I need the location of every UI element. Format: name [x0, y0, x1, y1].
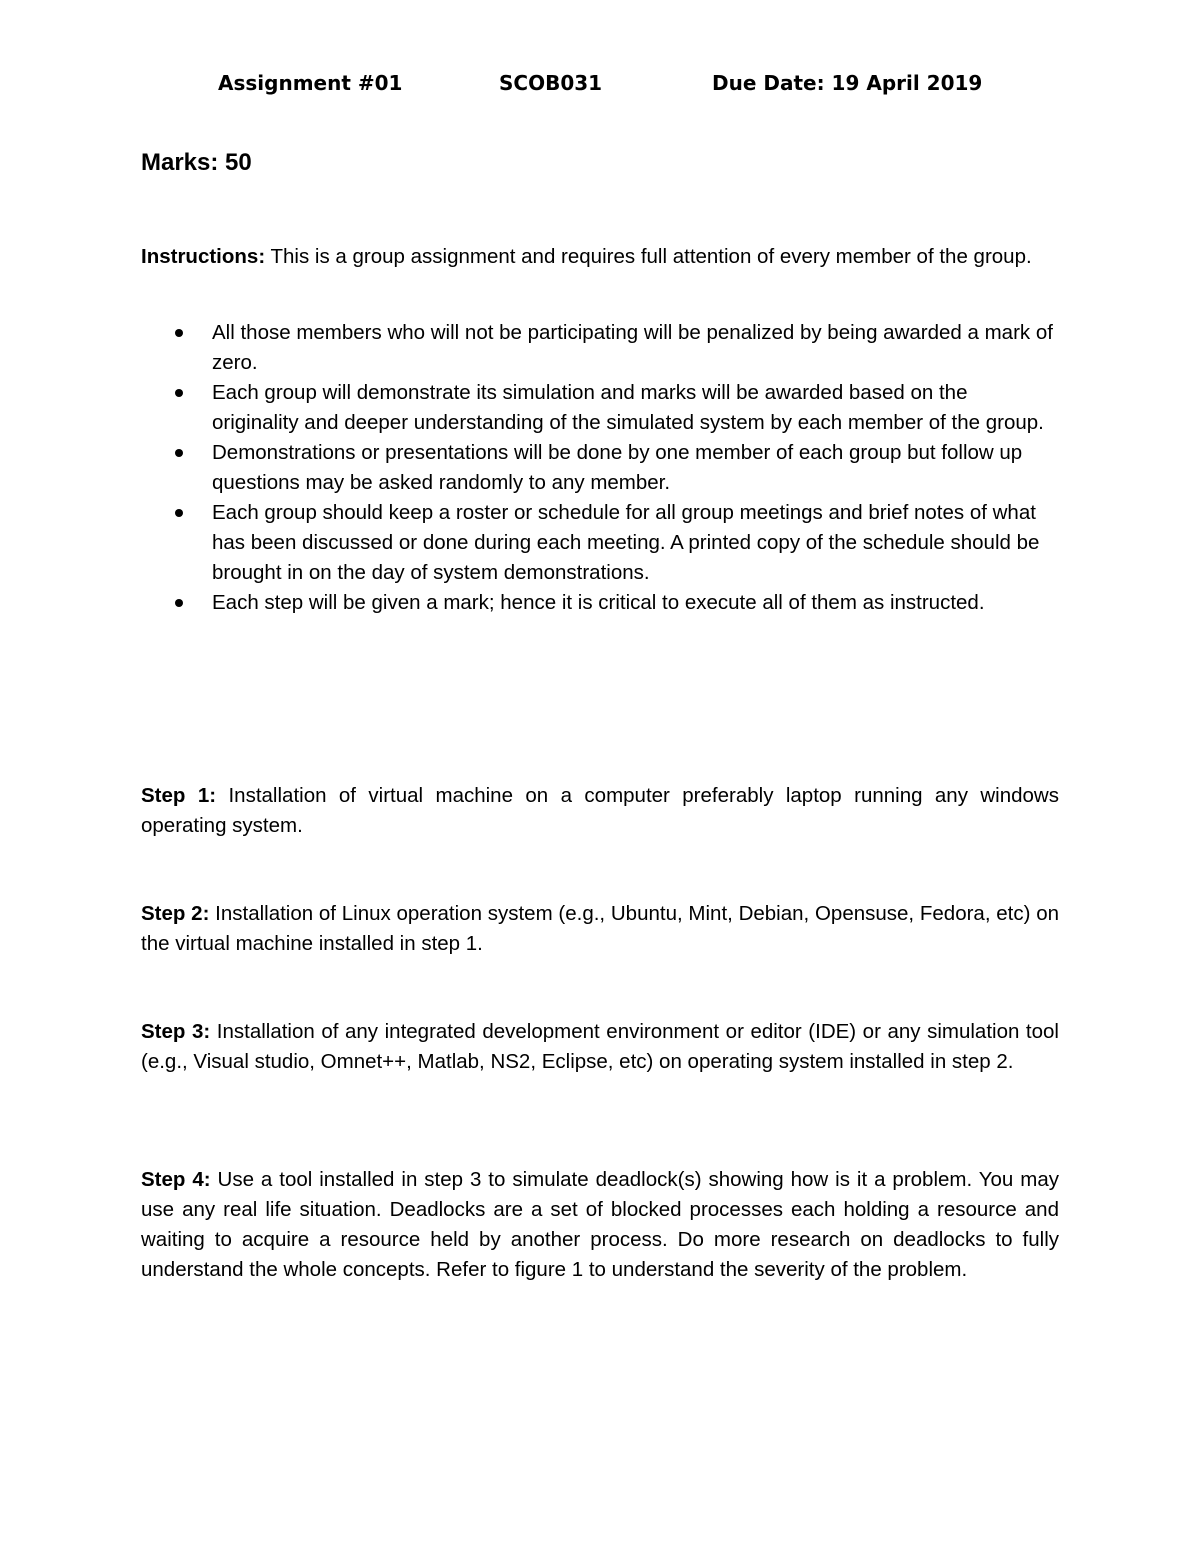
- step-3-label: Step 3:: [141, 1020, 211, 1043]
- list-item: [141, 438, 1059, 498]
- step-4-paragraph: [141, 1165, 1059, 1285]
- list-item: [141, 588, 1059, 618]
- instructions-text: This is a group assignment and requires full attention of every member of the group.: [270, 245, 1032, 268]
- bullet-icon: [175, 389, 183, 397]
- due-date: Due Date: 19 April 2019: [712, 71, 983, 95]
- step-3-text: Installation of any integrated development environment or editor (IDE) or any simulation tool (e.g., Visual studio, Omnet++, Matlab, NS2, Eclipse, etc) on operating system installed in step 2.: [141, 1020, 1059, 1073]
- bullet-icon: [175, 329, 183, 337]
- list-item: [141, 498, 1059, 588]
- list-item-text: Each group will demonstrate its simulation and marks will be awarded based on the originality and deeper understanding of the simulated system by each member of the group.: [212, 381, 1044, 434]
- bullet-icon: [175, 449, 183, 457]
- step-4-label: Step 4:: [141, 1168, 211, 1191]
- list-item-text: Each group should keep a roster or schedule for all group meetings and brief notes of what has been discussed or done during each meeting. A printed copy of the schedule should be brought in on the day of system demonstrations.: [212, 501, 1040, 584]
- step-1-label: Step 1:: [141, 784, 217, 807]
- list-item-text: Demonstrations or presentations will be done by one member of each group but follow up questions may be asked randomly to any member.: [212, 441, 1023, 494]
- step-3-paragraph: [141, 1017, 1059, 1077]
- bullet-icon: [175, 509, 183, 517]
- list-item-text: Each step will be given a mark; hence it is critical to execute all of them as instructed.: [212, 591, 985, 614]
- instructions-paragraph: [141, 242, 1059, 272]
- step-2-label: Step 2:: [141, 902, 210, 925]
- bullet-icon: [175, 599, 183, 607]
- list-item-text: All those members who will not be participating will be penalized by being awarded a mark of zero.: [212, 321, 1053, 374]
- course-code: SCOB031: [499, 71, 603, 95]
- step-1-paragraph: [141, 781, 1059, 841]
- step-2-text: Installation of Linux operation system (e.g., Ubuntu, Mint, Debian, Opensuse, Fedora, etc) on the virtual machine installed in step 1.: [141, 902, 1059, 955]
- instructions-list: [141, 318, 1059, 618]
- list-item: [141, 378, 1059, 438]
- document-header: [0, 71, 1200, 107]
- marks-heading: Marks: 50: [141, 149, 252, 176]
- step-4-text: Use a tool installed in step 3 to simulate deadlock(s) showing how is it a problem. You may use any real life situation. Deadlocks are a set of blocked processes each holding a resource and waiting to acquire a resource held by another process. Do more research on deadlocks to fully understand the whole concepts. Refer to figure 1 to understand the severity of the problem.: [141, 1168, 1059, 1281]
- instructions-label: Instructions:: [141, 245, 266, 268]
- list-item: [141, 318, 1059, 378]
- step-2-paragraph: [141, 899, 1059, 959]
- assignment-number: Assignment #01: [218, 71, 403, 95]
- step-1-text: Installation of virtual machine on a computer preferably laptop running any windows operating system.: [141, 784, 1059, 837]
